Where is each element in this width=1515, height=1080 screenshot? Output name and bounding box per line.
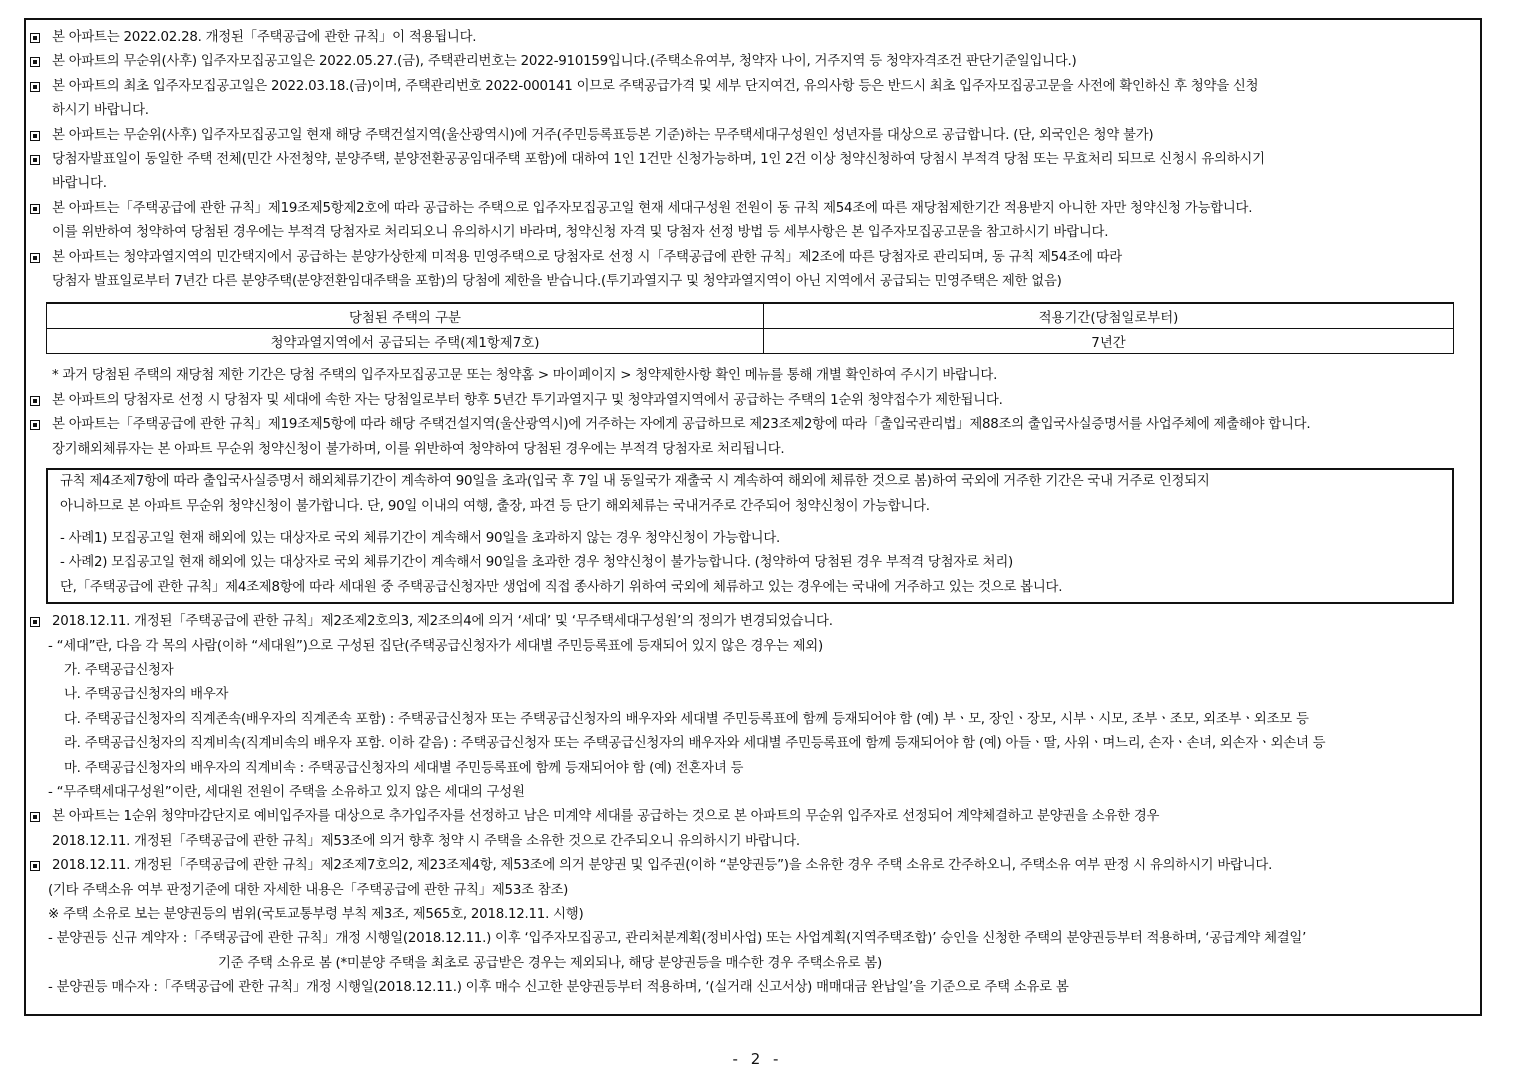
bullet-line: 본 아파트의 당첨자로 선정 시 당첨자 및 세대에 속한 자는 당첨일로부터 향후 5년간 투기과열지구 및 청약과열지역에서 공급하는 주택의 1순위 청약접수가 제한됩니다. <box>28 389 1474 413</box>
restriction-table <box>46 302 1454 354</box>
page-number: - 2 - <box>732 1050 783 1068</box>
continuation-line: 바랍니다. <box>52 176 107 192</box>
continuation-line: 당첨자 발표일로부터 7년간 다른 분양주택(분양전환임대주택을 포함)의 당첨에 제한을 받습니다.(투기과열지구 및 청약과열지역이 아닌 지역에서 공급되는 민영주택은 제한 없음) <box>52 274 1062 290</box>
notice-content <box>28 26 1474 1001</box>
definition-line: - 분양권등 신규 계약자 :「주택공급에 관한 규칙」개정 시행일(2018.12.11.) 이후 ‘입주자모집공고, 관리처분계획(정비사업) 또는 사업계획(지역주택조합)’ 승인을 신청한 주택의 분양권등부터 적용하며, ‘공급계약 체결일’ <box>48 931 1307 947</box>
continuation-line: 장기해외체류자는 본 아파트 무순위 청약신청이 불가하며, 이를 위반하여 청약하여 당첨된 경우에는 부적격 당첨자로 처리됩니다. <box>52 441 785 457</box>
box-line: 아니하므로 본 아파트 무순위 청약신청이 불가합니다. 단, 90일 이내의 여행, 출장, 파견 등 단기 해외체류는 국내거주로 간주되어 청약신청이 가능합니다. <box>60 498 930 514</box>
sub-item: 가. 주택공급신청자 <box>64 662 174 678</box>
bullet-line: 본 아파트는 무순위(사후) 입주자모집공고일 현재 해당 주택건설지역(울산광역시)에 거주(주민등록표등본 기준)하는 무주택세대구성원인 성년자를 대상으로 공급합니다. (단, 외국인은 청약 불가) <box>28 124 1474 148</box>
box-line: 단,「주택공급에 관한 규칙」제4조제8항에 따라 세대원 중 주택공급신청자만 생업에 직접 종사하기 위하여 국외에 체류하고 있는 경우에는 국내에 거주하고 있는 것으로 봅니다. <box>60 579 1063 595</box>
bullet-line: 본 아파트의 최초 입주자모집공고일은 2022.03.18.(금)이며, 주택관리번호 2022-000141 이므로 주택공급가격 및 세부 단지여건, 유의사항 등은 반드시 최초 입주자모집공고문을 사전에 확인하신 후 청약을 신청 <box>28 75 1474 99</box>
bullet-line: 2018.12.11. 개정된「주택공급에 관한 규칙」제2조제2호의3, 제2조의4에 의거 ‘세대’ 및 ‘무주택세대구성원’의 정의가 변경되었습니다. <box>28 610 1474 634</box>
sub-item: 라. 주택공급신청자의 직계비속(직계비속의 배우자 포함. 이하 같음) : 주택공급신청자 또는 주택공급신청자의 배우자와 세대별 주민등록표에 함께 등재되어야 함 (예) 아들ㆍ딸, 사위ㆍ며느리, 손자ㆍ손녀, 외손자ㆍ외손녀 등 <box>64 736 1326 752</box>
sub-item: 나. 주택공급신청자의 배우자 <box>64 687 229 703</box>
overseas-stay-box <box>46 468 1454 604</box>
continuation-line: (기타 주택소유 여부 판정기준에 대한 자세한 내용은「주택공급에 관한 규칙」제53조 참조) <box>48 882 569 898</box>
bullet-line: 본 아파트는「주택공급에 관한 규칙」제19조제5항제2호에 따라 공급하는 주택으로 입주자모집공고일 현재 세대구성원 전원이 동 규칙 제54조에 따른 재당첨제한기간 적용받지 아니한 자만 청약신청 가능합니다. <box>28 197 1474 221</box>
bullet-line: 본 아파트는「주택공급에 관한 규칙」제19조제5항에 따라 해당 주택건설지역(울산광역시)에 거주하는 자에게 공급하므로 제23조제2항에 따라「출입국관리법」제88조의 출입국사실증명서를 사업주체에 제출해야 합니다. <box>28 413 1474 437</box>
note-line: ※ 주택 소유로 보는 분양권등의 범위(국토교통부령 부칙 제3조, 제565호, 2018.12.11. 시행) <box>48 907 584 922</box>
continuation-line: 2018.12.11. 개정된「주택공급에 관한 규칙」제53조에 의거 향후 청약 시 주택을 소유한 것으로 간주되오니 유의하시기 바랍니다. <box>52 833 800 849</box>
table-cell: 청약과열지역에서 공급되는 주택(제1항제7호) <box>47 329 764 354</box>
bullet-line: 본 아파트는 1순위 청약마감단지로 예비입주자를 대상으로 추가입주자를 선정하고 남은 미계약 세대를 공급하는 것으로 본 아파트의 무순위 입주자로 선정되어 계약체결하고 분양권을 소유한 경우 <box>28 805 1474 829</box>
bullet-line: 당첨자발표일이 동일한 주택 전체(민간 사전청약, 분양주택, 분양전환공공임대주택 포함)에 대하여 1인 1건만 신청가능하며, 1인 2건 이상 청약신청하여 당첨시 부적격 당첨 또는 무효처리 되므로 신청시 유의하시기 <box>28 148 1474 172</box>
box-line: - 사례2) 모집공고일 현재 해외에 있는 대상자로 국외 체류기간이 계속해서 90일을 초과한 경우 청약신청이 불가능합니다. (청약하여 당첨된 경우 부적격 당첨자로 처리) <box>60 555 1013 571</box>
table-cell: 7년간 <box>764 329 1454 354</box>
continuation-line: 기준 주택 소유로 봄 (*미분양 주택을 최초로 공급받은 경우는 제외되나, 해당 분양권등을 매수한 경우 주택소유로 봄) <box>218 955 883 971</box>
continuation-line: 하시기 바랍니다. <box>52 103 149 119</box>
bullet-line: 본 아파트는 2022.02.28. 개정된「주택공급에 관한 규칙」이 적용됩니다. <box>28 26 1474 50</box>
definition-line: - “세대”란, 다음 각 목의 사람(이하 “세대원”)으로 구성된 집단(주택공급신청자가 세대별 주민등록표에 등재되어 있지 않은 경우는 제외) <box>48 638 823 654</box>
table-header: 적용기간(당첨일로부터) <box>764 303 1454 329</box>
bullet-line: 본 아파트의 무순위(사후) 입주자모집공고일은 2022.05.27.(금), 주택관리번호는 2022-910159입니다.(주택소유여부, 청약자 나이, 거주지역 등 청약자격조건 판단기준일입니다.) <box>28 50 1474 74</box>
box-line: - 사례1) 모집공고일 현재 해외에 있는 대상자로 국외 체류기간이 계속해서 90일을 초과하지 않는 경우 청약신청이 가능합니다. <box>60 530 781 546</box>
sub-item: 다. 주택공급신청자의 직계존속(배우자의 직계존속 포함) : 주택공급신청자 또는 주택공급신청자의 배우자와 세대별 주민등록표에 함께 등재되어야 함 (예) 부ㆍ모, 장인ㆍ장모, 시부ㆍ시모, 조부ㆍ조모, 외조부ㆍ외조모 등 <box>64 711 1309 727</box>
definition-line: - “무주택세대구성원”이란, 세대원 전원이 주택을 소유하고 있지 않은 세대의 구성원 <box>48 784 525 800</box>
table-header: 당첨된 주택의 구분 <box>47 303 764 329</box>
bullet-line: 본 아파트는 청약과열지역의 민간택지에서 공급하는 분양가상한제 미적용 민영주택으로 당첨자로 선정 시「주택공급에 관한 규칙」제2조에 따른 당첨자로 관리되며, 동 규칙 제54조에 따라 <box>28 246 1474 270</box>
definition-line: - 분양권등 매수자 :「주택공급에 관한 규칙」개정 시행일(2018.12.11.) 이후 매수 신고한 분양권등부터 적용하며, ‘(실거래 신고서상) 매매대금 완납일’을 기준으로 주택 소유로 봄 <box>48 980 1069 996</box>
box-line: 규칙 제4조제7항에 따라 출입국사실증명서 해외체류기간이 계속하여 90일을 초과(입국 후 7일 내 동일국가 재출국 시 계속하여 해외에 체류한 것으로 봄)하여 국외에 거주한 기간은 국내 거주로 인정되지 <box>60 474 1210 490</box>
sub-item: 마. 주택공급신청자의 배우자의 직계비속 : 주택공급신청자의 세대별 주민등록표에 함께 등재되어야 함 (예) 전혼자녀 등 <box>64 760 744 776</box>
continuation-line: 이를 위반하여 청약하여 당첨된 경우에는 부적격 당첨자로 처리되오니 유의하시기 바라며, 청약신청 자격 및 당첨자 선정 방법 등 세부사항은 본 입주자모집공고문을 참고하시기 바랍니다. <box>52 225 1109 241</box>
bullet-line: 2018.12.11. 개정된「주택공급에 관한 규칙」제2조제7호의2, 제23조제4항, 제53조에 의거 분양권 및 입주권(이하 “분양권등”)을 소유한 경우 주택 소유로 간주하오니, 주택소유 여부 판정 시 유의하시기 바랍니다. <box>28 854 1474 878</box>
note-line: * 과거 당첨된 주택의 재당첨 제한 기간은 당첨 주택의 입주자모집공고문 또는 청약홈 > 마이페이지 > 청약제한사항 확인 메뉴를 통해 개별 확인하여 주시기 바랍니다. <box>52 368 998 384</box>
